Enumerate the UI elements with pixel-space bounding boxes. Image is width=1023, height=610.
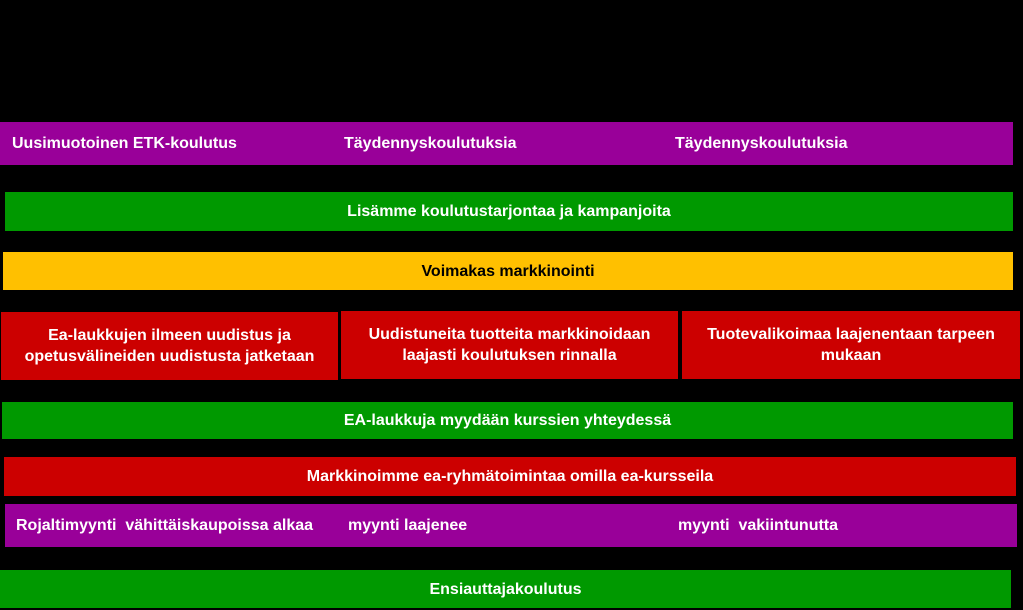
bag-sales-bar [2, 402, 1013, 439]
first-aid-bar [0, 570, 1011, 608]
product-box-marketing [341, 311, 678, 379]
offering-label: Lisämme koulutustarjontaa ja kampanjoita [347, 203, 671, 220]
training-segment-supplementary-1: Täydennyskoulutuksia [344, 135, 517, 152]
product-box-range-text: Tuotevalikoimaa laajenentaan tarpeen mukaan [707, 326, 995, 364]
bag-sales-label: EA-laukkuja myydään kurssien yhteydessä [343, 412, 672, 429]
offering-bar [5, 192, 1013, 231]
group-activity-bar [4, 457, 1016, 496]
product-box-renewal-text: Ea-laukkujen ilmeen uudistus ja opetusvälineiden uudistusta jatketaan [24, 327, 315, 365]
marketing-bar [3, 252, 1013, 290]
first-aid-label: Ensiauttajakoulutus [429, 580, 582, 598]
royalty-segment-start: Rojaltimyynti vähittäiskaupoissa alkaa [16, 517, 314, 534]
training-timeline-bar [0, 122, 1013, 165]
training-segment-supplementary-2: Täydennyskoulutuksia [675, 135, 848, 152]
group-activity-label: Markkinoimme ea-ryhmätoimintaa omilla ea-kursseila [306, 468, 714, 485]
royalty-segment-established: myynti vakiintunutta [678, 517, 839, 534]
royalty-segment-expands: myynti laajenee [348, 517, 468, 534]
product-box-renewal [1, 312, 338, 380]
royalty-timeline-bar [5, 504, 1017, 547]
product-box-marketing-text: Uudistuneita tuotteita markkinoidaan laajasti koulutuksen rinnalla [368, 326, 651, 364]
training-segment-etk: Uusimuotoinen ETK-koulutus [12, 135, 237, 152]
marketing-label: Voimakas markkinointi [421, 262, 595, 280]
product-box-range [682, 311, 1020, 379]
